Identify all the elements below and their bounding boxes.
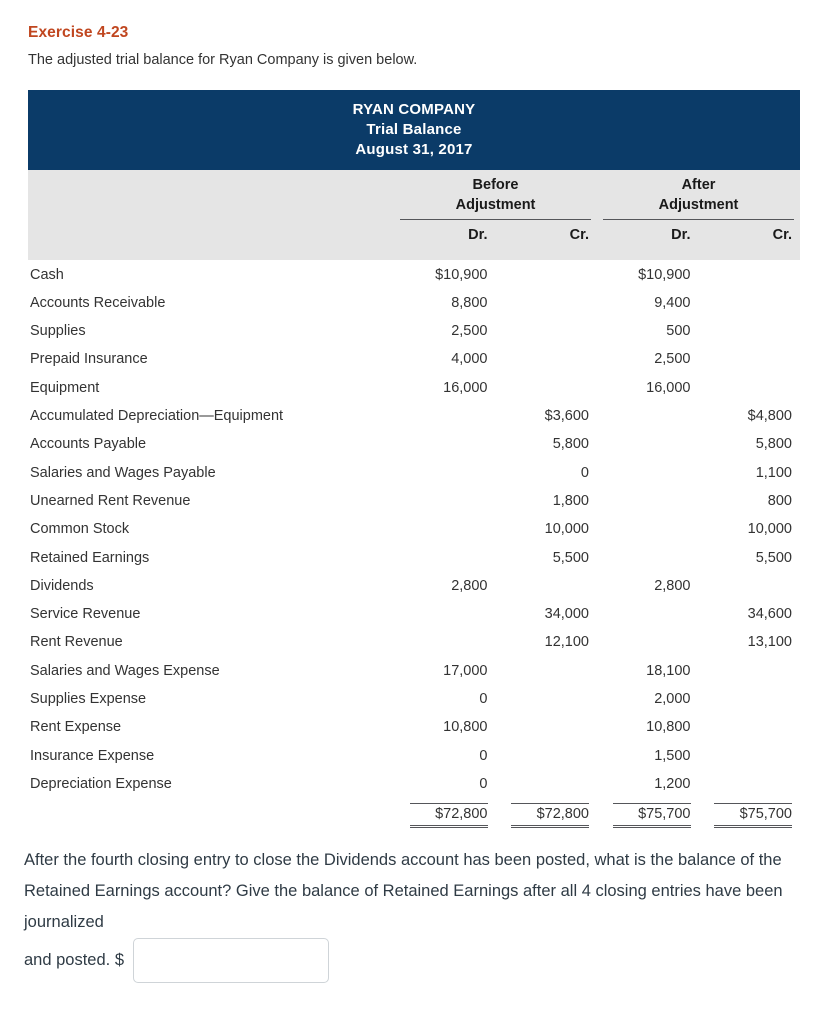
row-before-dr: 0 <box>479 690 488 707</box>
statement-date: August 31, 2017 <box>355 140 473 158</box>
question-line-3: balance of Retained Earnings after all 4 closing entries have been journalized <box>24 882 783 931</box>
column-header-before-cr: Cr. <box>569 226 589 243</box>
row-account-name: Insurance Expense <box>30 747 155 764</box>
table-row <box>28 741 800 769</box>
row-after-dr: 16,000 <box>646 379 691 396</box>
row-after-dr: 2,000 <box>654 690 691 707</box>
table-row <box>28 770 800 798</box>
table-body <box>28 260 800 798</box>
row-before-dr: 8,800 <box>451 294 488 311</box>
table-row <box>28 260 800 288</box>
row-before-dr: 0 <box>479 747 488 764</box>
drcr-header-row <box>28 227 800 243</box>
company-name: RYAN COMPANY <box>352 101 476 118</box>
row-account-name: Prepaid Insurance <box>30 351 148 368</box>
row-before-cr: 0 <box>580 464 589 481</box>
group-header-after-line1: After <box>681 177 716 194</box>
row-before-cr: 1,800 <box>552 492 589 509</box>
row-before-cr: 34,000 <box>544 606 589 623</box>
group-header-before-line2: Adjustment <box>455 196 536 213</box>
row-before-cr: 5,800 <box>552 436 589 453</box>
row-before-dr: 10,800 <box>443 719 488 736</box>
row-after-dr: 18,100 <box>646 662 691 679</box>
total-before-cr <box>496 803 598 828</box>
table-row <box>28 402 800 430</box>
exercise-title: Exercise 4-23 <box>28 24 129 41</box>
column-header-before-dr: Dr. <box>468 226 488 243</box>
row-account-name: Supplies <box>30 323 86 340</box>
row-after-dr: 2,800 <box>654 577 691 594</box>
total-before-cr-value: $72,800 <box>511 803 589 828</box>
row-before-dr: 2,800 <box>451 577 488 594</box>
table-row <box>28 713 800 741</box>
table-row <box>28 628 800 656</box>
row-before-cr: 10,000 <box>544 521 589 538</box>
group-header-before-adjustment <box>394 176 597 219</box>
drcr-header-spacer <box>28 227 394 243</box>
row-before-dr: 17,000 <box>443 662 488 679</box>
group-header-after-line2: Adjustment <box>658 196 739 213</box>
row-after-dr: 1,500 <box>654 747 691 764</box>
row-after-dr: 500 <box>666 323 691 340</box>
trial-balance-banner <box>28 90 800 170</box>
row-after-cr: 10,000 <box>747 521 792 538</box>
group-header-spacer <box>28 176 394 219</box>
table-row <box>28 572 800 600</box>
group-header-before-rule <box>400 219 591 220</box>
table-row <box>28 345 800 373</box>
row-before-cr: 12,100 <box>544 634 589 651</box>
answer-label: and posted. $ <box>24 951 124 969</box>
row-account-name: Dividends <box>30 577 94 594</box>
table-row <box>28 430 800 458</box>
row-after-cr: 1,100 <box>755 464 792 481</box>
question-line-2: posted, what is the balance of the Retained Earnings account? Give the <box>24 851 782 900</box>
table-row <box>28 543 800 571</box>
table-totals-row <box>28 798 800 832</box>
row-before-cr: $3,600 <box>544 408 589 425</box>
row-account-name: Depreciation Expense <box>30 775 172 792</box>
table-row <box>28 515 800 543</box>
total-after-dr <box>597 803 699 828</box>
row-account-name: Equipment <box>30 379 100 396</box>
group-header-row <box>28 170 800 219</box>
row-before-dr: 0 <box>479 775 488 792</box>
table-row <box>28 685 800 713</box>
row-account-name: Salaries and Wages Expense <box>30 662 220 679</box>
group-header-before-line1: Before <box>472 177 519 194</box>
row-after-cr: 34,600 <box>747 606 792 623</box>
row-account-name: Unearned Rent Revenue <box>30 492 191 509</box>
table-row <box>28 317 800 345</box>
column-header-after-cr: Cr. <box>772 226 792 243</box>
row-account-name: Accumulated Depreciation—Equipment <box>30 408 284 425</box>
row-after-cr: $4,800 <box>747 408 792 425</box>
table-row <box>28 600 800 628</box>
row-account-name: Rent Revenue <box>30 634 123 651</box>
table-row <box>28 657 800 685</box>
exercise-intro-text: The adjusted trial balance for Ryan Company is given below. <box>28 52 418 68</box>
row-after-cr: 13,100 <box>747 634 792 651</box>
row-after-cr: 800 <box>767 492 792 509</box>
trial-balance-table <box>28 90 800 832</box>
table-row <box>28 374 800 402</box>
total-after-cr-value: $75,700 <box>714 803 792 828</box>
column-header-after-dr: Dr. <box>671 226 691 243</box>
row-account-name: Rent Expense <box>30 719 122 736</box>
total-before-dr-value: $72,800 <box>410 803 488 828</box>
row-after-dr: 1,200 <box>654 775 691 792</box>
row-account-name: Common Stock <box>30 521 130 538</box>
question-line-1: After the fourth closing entry to close the Dividends account has been <box>24 851 532 869</box>
row-before-dr: 4,000 <box>451 351 488 368</box>
row-after-cr: 5,800 <box>755 436 792 453</box>
table-column-headers <box>28 170 800 260</box>
statement-name: Trial Balance <box>366 120 462 138</box>
total-after-cr <box>699 803 801 828</box>
answer-row <box>24 938 329 983</box>
row-account-name: Supplies Expense <box>30 690 147 707</box>
row-account-name: Cash <box>30 266 64 283</box>
row-account-name: Accounts Receivable <box>30 294 166 311</box>
total-after-dr-value: $75,700 <box>613 803 691 828</box>
group-header-after-rule <box>603 219 794 220</box>
retained-earnings-answer-input[interactable] <box>133 938 329 983</box>
row-before-dr: 2,500 <box>451 323 488 340</box>
group-header-after-adjustment <box>597 176 800 219</box>
row-after-dr: 2,500 <box>654 351 691 368</box>
row-account-name: Retained Earnings <box>30 549 150 566</box>
row-account-name: Accounts Payable <box>30 436 147 453</box>
row-before-cr: 5,500 <box>552 549 589 566</box>
row-before-dr: 16,000 <box>443 379 488 396</box>
row-before-dr: $10,900 <box>435 266 488 283</box>
row-account-name: Salaries and Wages Payable <box>30 464 216 481</box>
total-before-dr <box>394 803 496 828</box>
row-after-dr: 10,800 <box>646 719 691 736</box>
row-after-dr: 9,400 <box>654 294 691 311</box>
row-after-cr: 5,500 <box>755 549 792 566</box>
table-row <box>28 487 800 515</box>
row-after-dr: $10,900 <box>638 266 691 283</box>
row-account-name: Service Revenue <box>30 606 141 623</box>
table-row <box>28 458 800 486</box>
question-text <box>24 845 814 938</box>
table-row <box>28 289 800 317</box>
